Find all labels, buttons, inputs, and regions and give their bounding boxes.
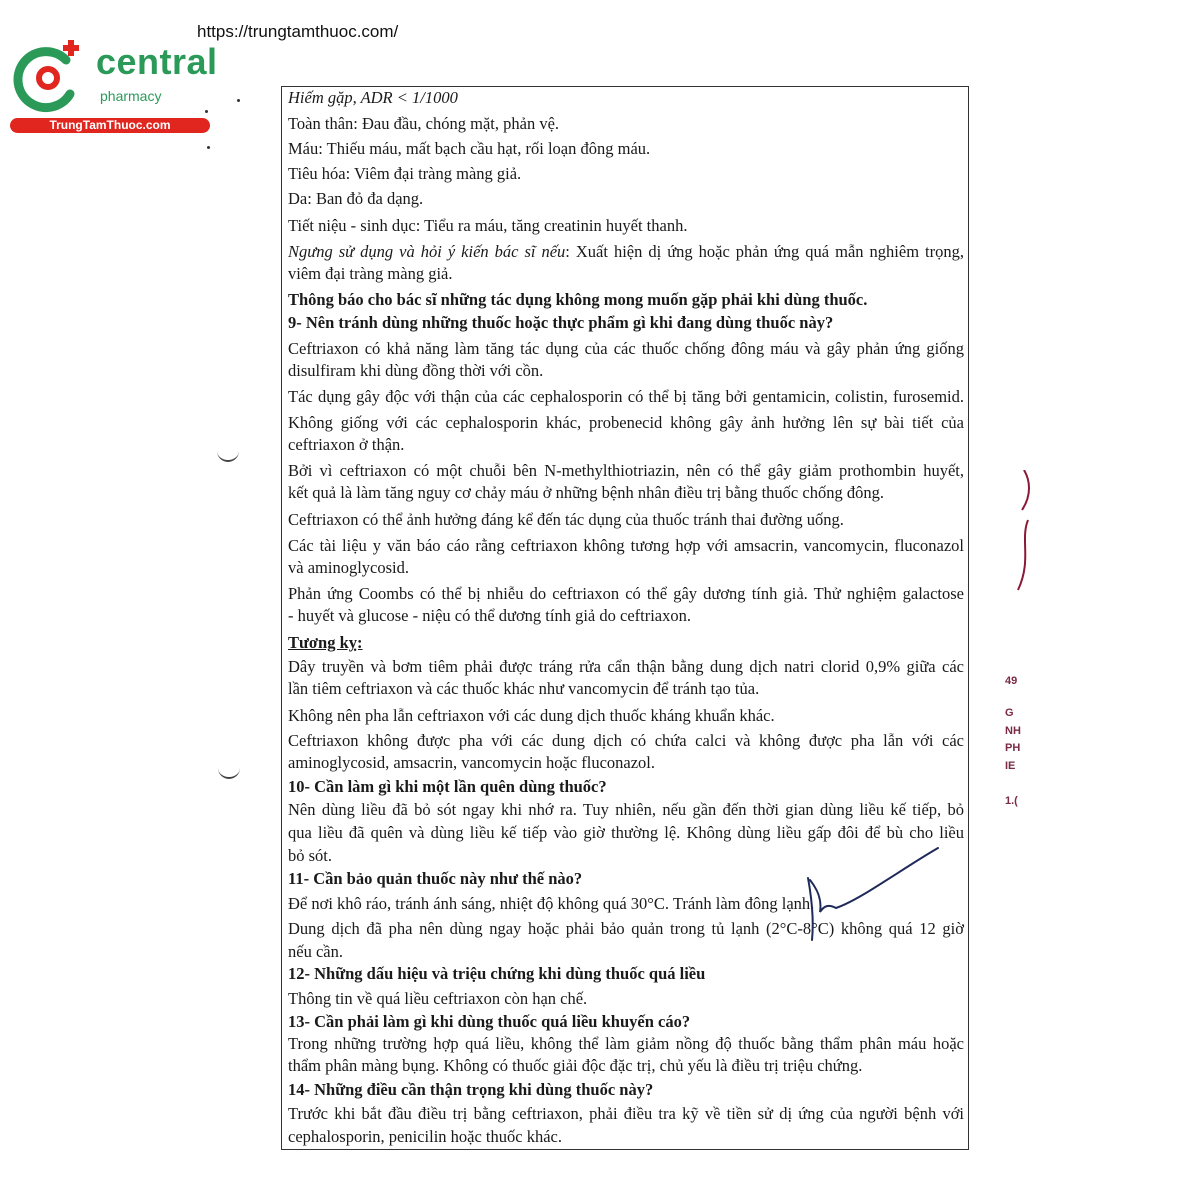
section-9-text: Các tài liệu y văn báo cáo rằng ceftriaxon không tương hợp với amsacrin, vancomycin, fluconazol [288,536,964,555]
section-12-title: 12- Những dấu hiệu và triệu chứng khi dùng thuốc quá liều [288,964,706,983]
margin-mark: 49 [1005,675,1018,687]
section-12-text: Thông tin về quá liều ceftriaxon còn hạn chế. [288,989,588,1008]
brand-banner: TrungTamThuoc.com [10,118,210,133]
section-14-title: 14- Những điều cần thận trọng khi dùng thuốc này? [288,1080,654,1099]
brand-name: central [96,41,218,82]
margin-mark: NH [1005,725,1021,737]
brand-subtitle: pharmacy [100,88,162,104]
section-14-text: Trước khi bắt đầu điều trị bằng ceftriaxon, phải điều tra kỹ về tiền sử dị ứng của người bệnh với [288,1104,964,1123]
section-11-text: Dung dịch đã pha nên dùng ngay hoặc phải bảo quản trong tủ lạnh (2°C-8°C) không quá 12 giờ [288,919,964,938]
scan-dot [207,146,210,149]
section-11-text: nếu cần. [288,942,343,961]
section-9-text: disulfiram khi dùng đồng thời với cồn. [288,361,544,380]
section-13-title: 13- Cần phải làm gì khi dùng thuốc quá liều khuyến cáo? [288,1012,691,1031]
section-10-text: Nên dùng liều đã bỏ sót ngay khi nhớ ra. Tuy nhiên, nếu gần đến thời gian dùng liều kế tiếp, bỏ [288,800,964,819]
incompatibility-text: Không nên pha lẫn ceftriaxon với các dung dịch thuốc kháng khuẩn khác. [288,706,775,725]
section-9-text: - huyết và glucose - niệu có thể dương tính giả do ceftriaxon. [288,606,692,625]
section-11-title: 11- Cần bảo quản thuốc này như thế nào? [288,869,583,888]
punch-hole [218,765,240,779]
notify-doctor: Thông báo cho bác sĩ những tác dụng không mong muốn gặp phải khi dùng thuốc. [288,290,868,309]
section-9-text: và aminoglycosid. [288,558,409,577]
adr-skin: Da: Ban đỏ đa dạng. [288,189,424,208]
section-9-text: Ceftriaxon có thể ảnh hưởng đáng kể đến tác dụng của thuốc tránh thai đường uống. [288,510,844,529]
section-9-text: Bởi vì ceftriaxon có một chuỗi bên N-methylthiotriazin, nên có thể gây giảm prothombin huyết, [288,461,964,480]
section-10-title: 10- Cần làm gì khi một lần quên dùng thuốc? [288,777,607,796]
section-10-text: qua liều đã quên và dùng liều kế tiếp vào giờ thường lệ. Không dùng liều gấp đôi để bù cho liều [288,823,964,842]
margin-mark: G [1005,707,1014,719]
section-14-text: cephalosporin, penicilin hoặc thuốc khác. [288,1127,562,1146]
incompatibility-title: Tương kỵ: [288,633,363,652]
incompatibility-text: Ceftriaxon không được pha với các dung dịch có chứa calci và không được pha lẫn với các [288,731,964,750]
section-9-text: Tác dụng gây độc với thận của các cephalosporin có thể bị tăng bởi gentamicin, colistin, furosemid. [288,387,964,406]
stop-use-line-2: viêm đại tràng màng giả. [288,264,453,283]
margin-mark: IE [1005,760,1016,772]
margin-mark: 1.( [1005,795,1018,807]
section-13-text: Trong những trường hợp quá liều, không thể làm giảm nồng độ thuốc bằng thẩm phân máu hoặc [288,1034,964,1053]
margin-stamp-fragment [1005,470,1035,830]
incompatibility-text: lần tiêm ceftriaxon và các thuốc khác như vancomycin để tránh tạo tủa. [288,679,760,698]
central-logo-icon [10,38,90,118]
section-13-text: thẩm phân màng bụng. Không có thuốc giải độc đặc trị, chủ yếu là điều trị triệu chứng. [288,1056,863,1075]
adr-blood: Máu: Thiếu máu, mất bạch cầu hạt, rối loạn đông máu. [288,139,651,158]
adr-general: Toàn thân: Đau đầu, chóng mặt, phản vệ. [288,114,560,133]
section-9-text: Không giống với các cephalosporin khác, probenecid không gây ảnh hưởng lên sự bài tiết của [288,413,964,432]
adr-digestive: Tiêu hóa: Viêm đại tràng màng giả. [288,164,522,183]
source-url[interactable]: https://trungtamthuoc.com/ [197,22,399,41]
incompatibility-text: Dây truyền và bơm tiêm phải được tráng rửa cẩn thận bằng dung dịch natri clorid 0,9% giữa các [288,657,964,676]
stop-use-line [288,242,964,262]
incompatibility-text: aminoglycosid, amsacrin, vancomycin hoặc fluconazol. [288,753,656,772]
section-9-text: Ceftriaxon có khả năng làm tăng tác dụng của các thuốc chống đông máu và gây phản ứng giống [288,339,964,358]
adr-urinary: Tiết niệu - sinh dục: Tiểu ra máu, tăng creatinin huyết thanh. [288,216,688,235]
stop-use-text: : Xuất hiện dị ứng hoặc phản ứng quá mẫn nghiêm trọng, [565,242,964,261]
stop-use-label: Ngưng sử dụng và hỏi ý kiến bác sĩ nếu [288,242,566,261]
section-9-text: kết quả là làm tăng nguy cơ chảy máu ở những bệnh nhân điều trị bằng thuốc chống đông. [288,483,884,502]
rare-adr-heading: Hiếm gặp, ADR < 1/1000 [288,88,458,107]
section-11-text: Để nơi khô ráo, tránh ánh sáng, nhiệt độ không quá 30°C. Tránh làm đông lạnh. [288,894,815,913]
section-9-text: ceftriaxon ở thận. [288,435,405,454]
scan-dot [237,99,240,102]
section-9-text: Phản ứng Coombs có thể bị nhiễu do ceftriaxon có thể gây dương tính giả. Thử nghiệm galactose [288,584,964,603]
central-pharmacy-logo [10,38,218,138]
punch-hole [217,448,239,462]
section-10-text: bỏ sót. [288,846,333,865]
scan-dot [205,110,208,113]
margin-mark: PH [1005,742,1021,754]
signature [800,840,960,950]
stamp-fragment-icon [1010,470,1034,600]
section-9-title: 9- Nên tránh dùng những thuốc hoặc thực phẩm gì khi đang dùng thuốc này? [288,313,834,332]
